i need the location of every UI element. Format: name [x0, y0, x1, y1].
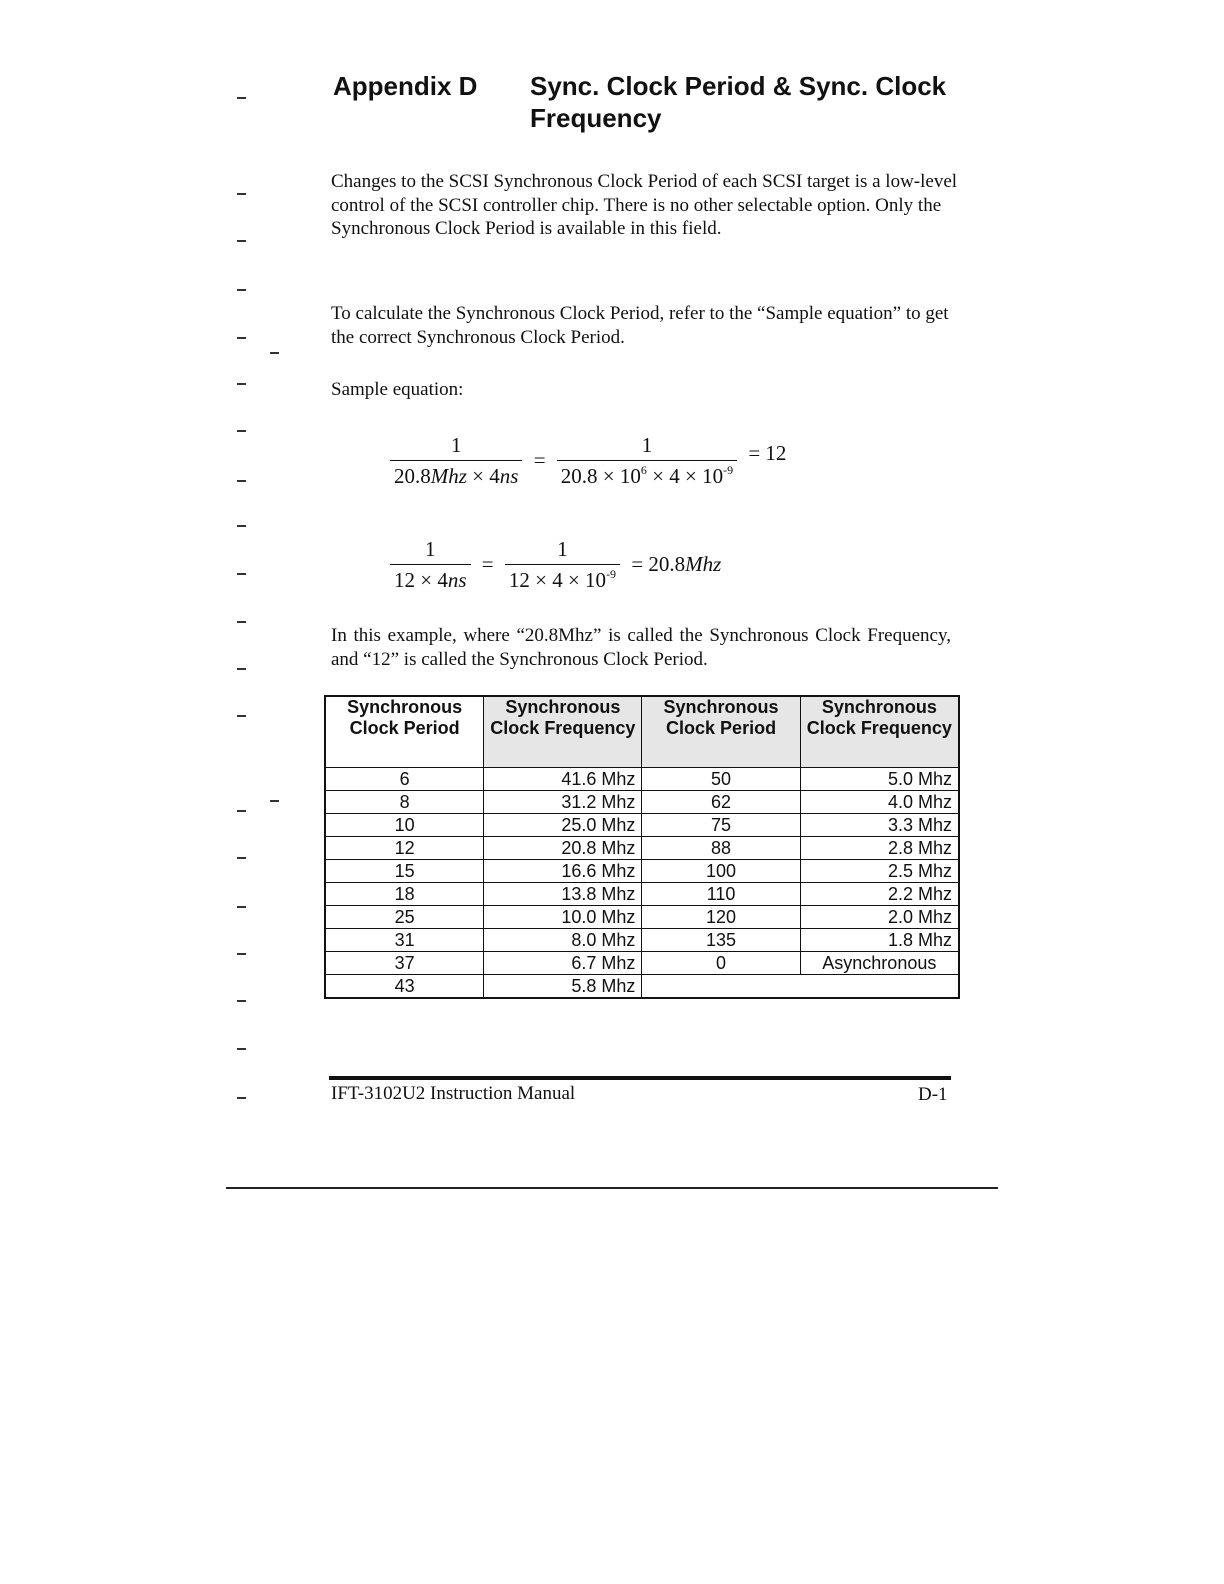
- table-row: [325, 860, 959, 883]
- period-cell: 12: [325, 837, 484, 860]
- table-row: [325, 929, 959, 952]
- period-cell: 0: [642, 952, 800, 975]
- frequency-cell: 20.8 Mhz: [484, 837, 642, 860]
- numerator: 1: [390, 536, 471, 565]
- table-header-row: [325, 696, 959, 768]
- frequency-cell: 4.0 Mhz: [800, 791, 959, 814]
- period-cell: 100: [642, 860, 800, 883]
- footer-rule: [329, 1076, 951, 1080]
- period-cell: 18: [325, 883, 484, 906]
- table-row: [325, 814, 959, 837]
- period-cell: 8: [325, 791, 484, 814]
- frequency-cell: 8.0 Mhz: [484, 929, 642, 952]
- equation-fraction: [390, 432, 522, 489]
- equals-sign: =: [481, 552, 494, 576]
- denominator: 20.8Mhz × 4ns: [394, 464, 519, 488]
- equation-fraction: [557, 432, 737, 489]
- appendix-title: Sync. Clock Period & Sync. Clock Frequency: [530, 71, 947, 133]
- period-cell: 50: [642, 768, 800, 791]
- denominator: $12 \times 4 \times 10^{-9}$: [508, 567, 617, 592]
- header-sync-clock-frequency-2: Synchronous Clock Frequency: [800, 696, 959, 768]
- numerator: 1: [505, 536, 620, 565]
- frequency-cell: 2.2 Mhz: [800, 883, 959, 906]
- footer-manual-title: IFT-3102U2 Instruction Manual: [331, 1083, 576, 1104]
- frequency-cell: 10.0 Mhz: [484, 906, 642, 929]
- table-row: [325, 975, 959, 999]
- table-row: [325, 952, 959, 975]
- frequency-cell: 31.2 Mhz: [484, 791, 642, 814]
- example-paragraph: In this example, where “20.8Mhz” is called the Synchronous Clock Frequency, and “12” is called the Synchronous Clock Period.: [331, 625, 951, 670]
- period-cell: 75: [642, 814, 800, 837]
- equation-period: [390, 432, 792, 489]
- table-row: [325, 768, 959, 791]
- equation-fraction: [390, 536, 471, 593]
- table-row: [325, 906, 959, 929]
- frequency-cell: 5.8 Mhz: [484, 975, 642, 999]
- equation-result: = 20.8Mhz: [631, 552, 722, 576]
- frequency-cell: 2.5 Mhz: [800, 860, 959, 883]
- period-cell: 120: [642, 906, 800, 929]
- footer-page-number: D-1: [918, 1084, 948, 1105]
- sync-clock-table: [324, 695, 960, 999]
- frequency-cell: 5.0 Mhz: [800, 768, 959, 791]
- equation-fraction: [505, 536, 620, 593]
- period-cell: 135: [642, 929, 800, 952]
- frequency-cell: 2.8 Mhz: [800, 837, 959, 860]
- appendix-label: Appendix D: [333, 71, 478, 101]
- equals-sign: =: [533, 448, 546, 472]
- frequency-cell: 1.8 Mhz: [800, 929, 959, 952]
- frequency-cell: 16.6 Mhz: [484, 860, 642, 883]
- frequency-cell: 41.6 Mhz: [484, 768, 642, 791]
- scan-edge-line: [226, 1187, 998, 1189]
- table-row: [325, 837, 959, 860]
- table-row: [325, 791, 959, 814]
- period-cell: 62: [642, 791, 800, 814]
- period-cell: 6: [325, 768, 484, 791]
- period-cell: 15: [325, 860, 484, 883]
- denominator: $20.8 \times 10^6 \times 4 \times 10^{-9}$: [560, 463, 734, 488]
- frequency-cell: 6.7 Mhz: [484, 952, 642, 975]
- header-sync-clock-period: Synchronous Clock Period: [325, 696, 484, 768]
- period-cell: 88: [642, 837, 800, 860]
- period-cell: 25: [325, 906, 484, 929]
- calc-paragraph: To calculate the Synchronous Clock Period, refer to the “Sample equation” to get the correct Synchronous Clock Period.: [331, 303, 949, 348]
- denominator: 12 × 4ns: [394, 568, 467, 592]
- numerator: 1: [557, 432, 737, 461]
- intro-paragraph: Changes to the SCSI Synchronous Clock Period of each SCSI target is a low-level control of the SCSI controller chip. There is no other selectable option. Only the Synchronous Clock Period is available in this field.: [331, 171, 958, 239]
- equation-result: = 12: [748, 441, 787, 465]
- frequency-cell: 3.3 Mhz: [800, 814, 959, 837]
- period-cell: 43: [325, 975, 484, 999]
- period-cell: 10: [325, 814, 484, 837]
- frequency-cell: 2.0 Mhz: [800, 906, 959, 929]
- period-cell: 37: [325, 952, 484, 975]
- header-sync-clock-period-2: Synchronous Clock Period: [642, 696, 800, 768]
- period-cell: 110: [642, 883, 800, 906]
- empty-cell: [642, 975, 959, 999]
- frequency-cell: 25.0 Mhz: [484, 814, 642, 837]
- numerator: 1: [390, 432, 522, 461]
- sample-equation-label: Sample equation:: [331, 379, 464, 400]
- frequency-cell: 13.8 Mhz: [484, 883, 642, 906]
- equation-frequency: [390, 536, 727, 593]
- table-row: [325, 883, 959, 906]
- header-sync-clock-frequency: Synchronous Clock Frequency: [484, 696, 642, 768]
- period-cell: 31: [325, 929, 484, 952]
- frequency-cell: Asynchronous: [800, 952, 959, 975]
